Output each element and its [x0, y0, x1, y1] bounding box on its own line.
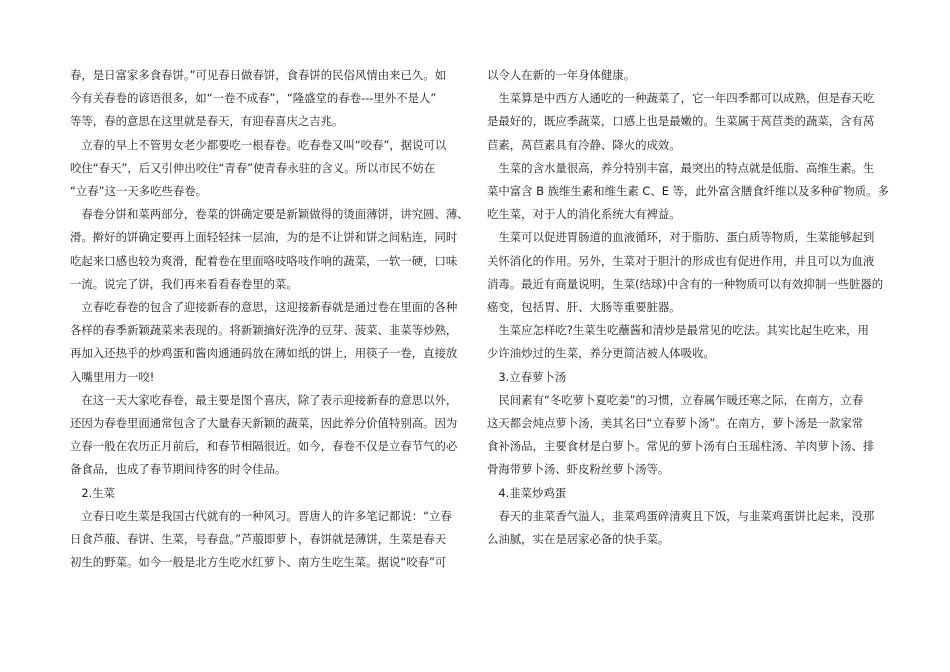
- text-line: 菜中富含 B 族维生素和维生素 C、E 等，此外富含膳食纤维以及多种矿物质。多: [487, 184, 889, 199]
- section-heading: 3.立春萝卜汤: [498, 369, 567, 384]
- text-line: 食补汤品，主要食材是白萝卜。常见的萝卜汤有白玉瑶柱汤、羊肉萝卜汤、排: [487, 439, 875, 454]
- paragraph-start: 立春的早上不管男女老少都要吃一根春卷。吃春卷又叫“咬春”，据说可以: [81, 137, 447, 152]
- paragraph-start: 生菜应怎样吃?生菜生吃蘸酱和清炒是最常见的吃法。其实比起生吃来，用: [498, 323, 869, 338]
- text-line: 入嘴里用力一咬!: [70, 369, 155, 384]
- paragraph-start: 春天的韭菜香气溢人，韭菜鸡蛋碎清爽且下饭，与韭菜鸡蛋饼比起来，没那: [498, 508, 875, 523]
- text-line: 吃生菜，对于人的消化系统大有裨益。: [487, 207, 681, 222]
- text-line: 骨海带萝卜汤、虾皮粉丝萝卜汤等。: [487, 462, 670, 477]
- text-line: “立春”这一天多吃些春卷。: [70, 184, 208, 199]
- paragraph-start: 在这一天大家吃春卷，最主要是图个喜庆，除了表示迎接新春的意思以外，: [81, 392, 458, 407]
- paragraph-start: 春卷分饼和菜两部分，卷菜的饼确定要是新颖做得的烫面薄饼，讲究圆、薄、: [81, 207, 469, 222]
- text-line: 以令人在新的一年身体健康。: [487, 68, 636, 82]
- text-line: 是最好的，既应季蔬菜，口感上也是最嫩的。生菜属于莴苣类的蔬菜，含有莴: [487, 114, 875, 129]
- text-line: 滑。擀好的饼确定要再上面轻轻抹一层油，为的是不让饼和饼之间粘连，同时: [70, 230, 458, 245]
- text-line: 初生的野菜。如今一般是北方生吃水红萝卜、南方生吃生菜。据说“咬春”可: [70, 555, 447, 570]
- paragraph-start: 立春吃春卷的包含了迎接新春的意思，这迎接新春就是通过卷在里面的各种: [81, 300, 458, 315]
- text-line: 立春一般在农历正月前后，和春节相隔很近。如今，春卷不仅是立春节气的必: [70, 439, 458, 454]
- text-line: 今有关春卷的谚语很多，如“一卷不成春”，“隆盛堂的春卷---里外不是人”: [70, 91, 437, 106]
- text-line: 少许油炒过的生菜，养分更简洁被人体吸收。: [487, 346, 715, 361]
- text-line: 春，是日富家多食春饼。”可见春日做春饼，食春饼的民俗风情由来已久。如: [70, 68, 447, 82]
- text-line: 再加入还热乎的炒鸡蛋和酱肉通通码放在薄如纸的饼上，用筷子一卷，直接放: [70, 346, 458, 361]
- text-line: 关怀消化的作用。另外，生菜对于胆汁的形成也有促进作用，并且可以为血液: [487, 253, 875, 268]
- paragraph-start: 生菜算是中西方人通吃的一种蔬菜了，它一年四季都可以成熟，但是春天吃: [498, 91, 875, 106]
- section-heading: 4.韭菜炒鸡蛋: [498, 485, 567, 500]
- paragraph-start: 立春日吃生菜是我国古代就有的一种风习。晋唐人的许多笔记都说：“立春: [81, 508, 452, 523]
- text-line: 一流。说完了饼，我们再来看看春卷里的菜。: [70, 276, 298, 291]
- text-line: 还因为春卷里面通常包含了大量春天新颖的蔬菜，因此养分价值特别高。因为: [70, 416, 458, 431]
- text-line: 日食芦菔、春饼、生菜，号春盘。”芦菔即萝卜，春饼就是薄饼，生菜是春天: [70, 532, 447, 547]
- text-line: 等等，春的意思在这里就是春天，有迎春喜庆之吉兆。: [70, 114, 344, 129]
- paragraph-start: 民间素有“冬吃萝卜夏吃姜”的习惯，立春属乍暖还寒之际，在南方，立春: [498, 392, 864, 407]
- text-line: 消毒。最近有商量说明，生菜(结球)中含有的一种物质可以有效抑制一些脏器的: [487, 276, 884, 291]
- paragraph-start: 生菜可以促进胃肠道的血液循环，对于脂肪、蛋白质等物质，生菜能够起到: [498, 230, 875, 245]
- section-heading: 2.生菜: [81, 485, 116, 500]
- text-line: 苣素，莴苣素具有冷静、降火的成效。: [487, 137, 681, 152]
- text-line: 癌变，包括胃、肝、大肠等重要脏器。: [487, 300, 681, 315]
- text-line: 么油腻，实在是居家必备的快手菜。: [487, 532, 670, 547]
- text-line: 这天都会炖点萝卜汤，美其名曰“立春萝卜汤”。在南方，萝卜汤是一款家常: [487, 416, 864, 431]
- right-column: [487, 64, 887, 551]
- text-line: 各样的春季新颖蔬菜来表现的。将新颖摘好洗净的豆芽、菠菜、韭菜等炒熟，: [70, 323, 458, 338]
- left-column: [70, 64, 470, 574]
- text-line: 咬住“春天”，后又引伸出咬住“青春”使青春永驻的含义。所以市民不妨在: [70, 160, 436, 175]
- paragraph-start: 生菜的含水量很高，养分特别丰富，最突出的特点就是低脂、高维生素。生: [498, 160, 875, 175]
- text-line: 吃起来口感也较为爽滑，配着卷在里面咯吱咯吱作响的蔬菜，一软一硬，口味: [70, 253, 458, 268]
- text-line: 备食品，也成了春节期间待客的时令佳品。: [70, 462, 287, 477]
